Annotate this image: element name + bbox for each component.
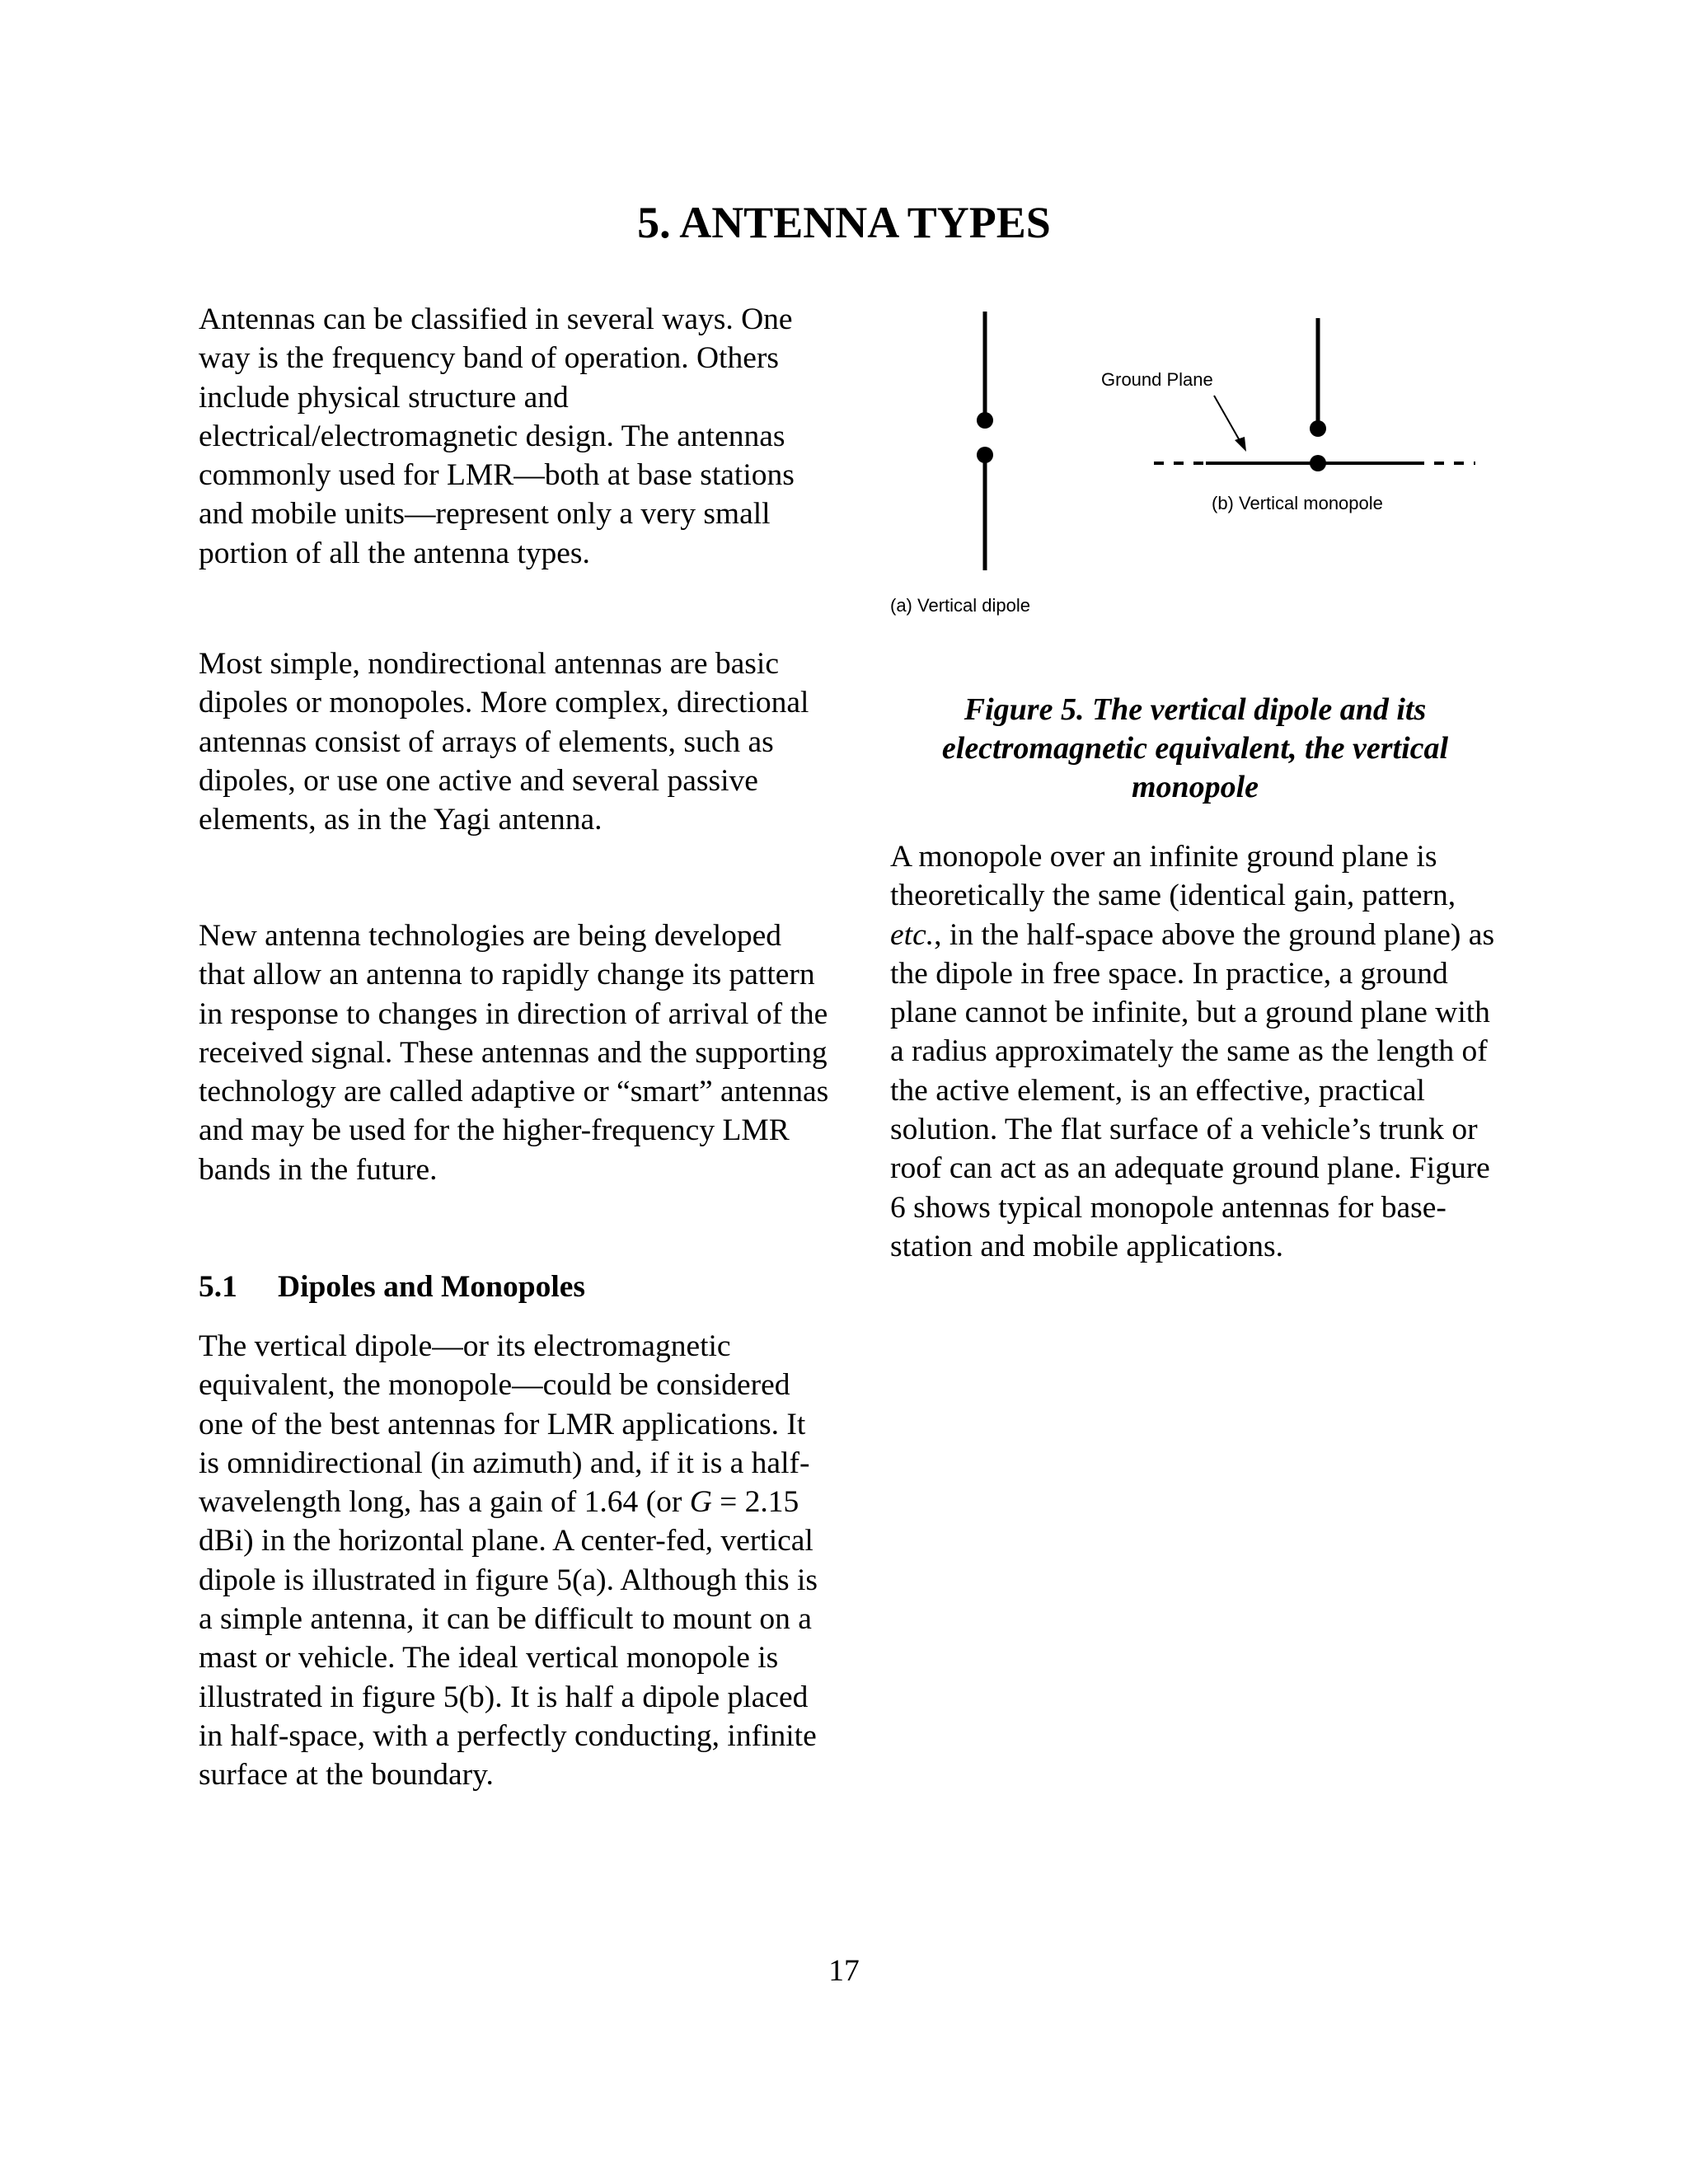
left-column-para2 [199, 644, 833, 839]
left-column [199, 300, 833, 573]
dipole-upper-feed-point [977, 412, 993, 429]
paragraph-monopole-ground-plane [890, 837, 1500, 1266]
section-title: Dipoles and Monopoles [278, 1270, 585, 1304]
paragraph-new-technologies: New antenna technologies are being developed that allow an antenna to rapidly change its pattern in response to changes in direction of arrival of the received signal. These antennas and the supporting technology are called adaptive or “smart” antennas and may be used for the higher-frequency LMR bands in the future. [199, 919, 829, 1187]
label-vertical-monopole: (b) Vertical monopole [1212, 493, 1383, 513]
right-column [890, 837, 1500, 1266]
etc-italic: etc. [890, 917, 935, 952]
monopole-feed-point [1310, 455, 1326, 471]
ground-plane-arrowhead [1235, 437, 1246, 452]
paragraph-simple-antennas: Most simple, nondirectional antennas are basic dipoles or monopoles. More complex, directional antennas consist of arrays of elements, such as dipoles, or use one active and several passive elements, as in the Yagi antenna. [199, 647, 809, 837]
paragraph-vertical-dipole-text1: The vertical dipole—or its electromagnetic equivalent, the monopole—could be considered one of the best antennas for LMR applications. It is omnidirectional (in azimuth) and, if it is a half-wavelength long, has a gain of 1.64 (or [199, 1329, 810, 1520]
section-heading [199, 1268, 833, 1306]
ground-plane-pointer [1214, 396, 1241, 443]
paragraph-classification: Antennas can be classified in several ways. One way is the frequency band of operation. Others include physical structure and electrical/electromagnetic design. The antennas commonly used for LMR—both at base stations and mobile units—represent only a very small portion of all the antenna types. [199, 302, 795, 570]
page-number: 17 [828, 1954, 860, 1988]
paragraph-monopole-text1: A monopole over an infinite ground plane is theoretically the same (identical gain, pattern, [890, 840, 1456, 913]
left-column-para3 [199, 916, 833, 1189]
paragraph-vertical-dipole [199, 1327, 833, 1795]
section-heading-block [199, 1268, 833, 1306]
paragraph-vertical-dipole-text2: = 2.15 dBi) in the horizontal plane. A center-fed, vertical dipole is illustrated in figure 5(a). Although this is a simple antenna, it can be difficult to mount on a mast or vehicle. The ideal vertical monopole is illustrated in figure 5(b). It is half a dipole placed in half-space, with a perfectly conducting, infinite surface at the boundary. [199, 1485, 818, 1793]
left-column-para4 [199, 1327, 833, 1795]
page-title: 5. ANTENNA TYPES [637, 198, 1051, 247]
label-vertical-dipole: (a) Vertical dipole [890, 595, 1030, 616]
label-ground-plane: Ground Plane [1101, 369, 1213, 390]
paragraph-monopole-text2: , in the half-space above the ground plane) as the dipole in free space. In practice, a ground plane cannot be infinite, but a ground plane with a radius approximately the same as the length of the active element, is an effective, practical solution. The flat surface of a vehicle’s trunk or roof can act as an adequate ground plane. Figure 6 shows typical monopole antennas for base-station and mobile applications. [890, 917, 1495, 1263]
monopole-top-point [1310, 420, 1326, 437]
figure-5-diagram [882, 305, 1508, 635]
gain-symbol: G [689, 1485, 712, 1520]
figure-caption: Figure 5. The vertical dipole and its electromagnetic equivalent, the vertical monopole [941, 692, 1449, 804]
section-number: 5.1 [199, 1270, 237, 1304]
